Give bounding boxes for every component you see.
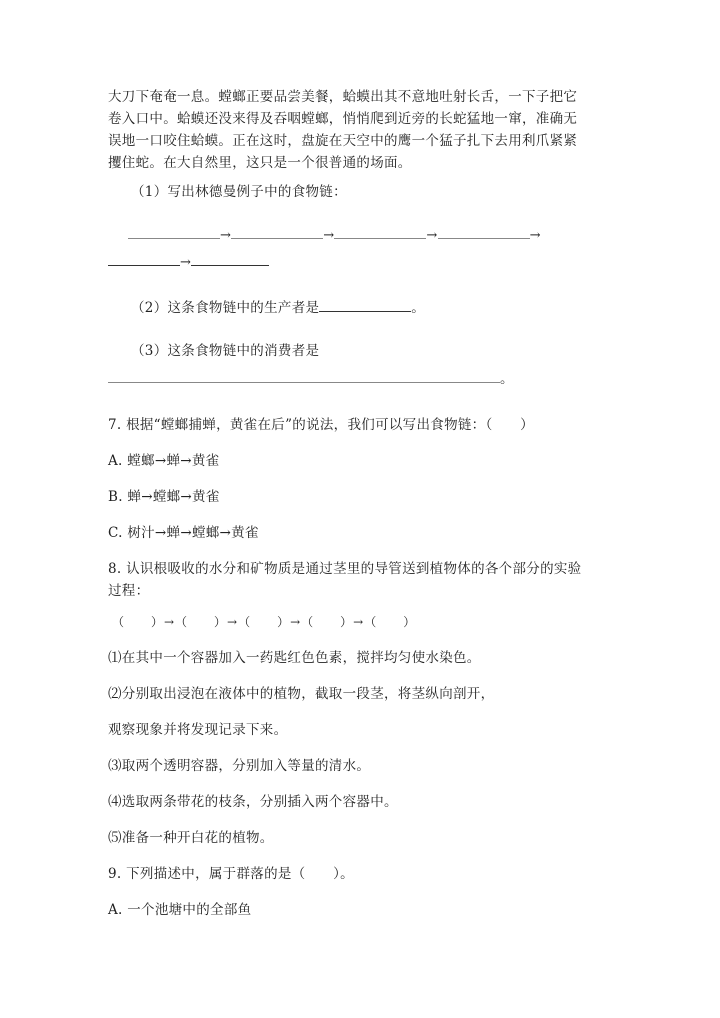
q6-sub2-label: （2）这条食物链中的生产者是 (131, 300, 320, 316)
q7-stem: 7. 根据“螳螂捕蝉，黄雀在后”的说法，我们可以写出食物链：（ ） (108, 417, 534, 433)
passage-line-1: 大刀下奄奄一息。螳螂正要品尝美餐，蛤蟆出其不意地吐射长舌，一下子把它 (108, 89, 578, 105)
q9-stem: 9. 下列描述中，属于群落的是（ ）。 (108, 866, 354, 882)
q6-sub3-end: 。 (500, 371, 514, 387)
food-chain-blank-4[interactable] (438, 226, 530, 239)
q6-sub1-label: （1）写出林德曼例子中的食物链： (131, 184, 347, 200)
passage-line-2: 卷入口中。蛤蟆还没来得及吞咽螳螂，悄悄爬到近旁的长蛇猛地一窜，准确无 (108, 111, 578, 127)
food-chain-blank-5[interactable] (108, 253, 180, 266)
q8-sequence-blanks[interactable]: （ ）→（ ）→（ ）→（ ）→（ ） (112, 615, 417, 629)
q8-step-2-cont: 观察现象并将发现记录下来。 (108, 722, 288, 738)
q8-stem-line-2: 过程： (108, 583, 150, 599)
food-chain-blank-6[interactable] (191, 253, 269, 266)
q8-stem-line-1: 8. 认识根吸收的水分和矿物质是通过茎里的导管送到植物体的各个部分的实验 (108, 561, 582, 577)
food-chain-blank-1[interactable] (128, 226, 220, 239)
q8-step-2: ⑵分别取出浸泡在液体中的植物，截取一段茎，将茎纵向剖开， (108, 686, 495, 702)
q8-step-1: ⑴在其中一个容器加入一药匙红色色素，搅拌均匀使水染色。 (108, 650, 481, 666)
q7-option-c[interactable]: C. 树汁→蝉→螳螂→黄雀 (108, 525, 259, 541)
food-chain-row-2 (108, 253, 269, 272)
q9-option-a[interactable]: A. 一个池塘中的全部鱼 (108, 902, 252, 918)
q8-step-4: ⑷选取两条带花的枝条，分别插入两个容器中。 (108, 794, 398, 810)
q8-step-5: ⑸准备一种开白花的植物。 (108, 830, 274, 846)
producer-blank[interactable] (319, 299, 411, 312)
passage-line-3: 误地一口咬住蛤蟆。正在这时，盘旋在天空中的鹰一个猛子扎下去用利爪紧紧 (108, 133, 578, 149)
q6-sub3-answer-row (108, 370, 514, 388)
passage-line-4: 攫住蛇。在大自然里，这只是一个很普通的场面。 (108, 155, 412, 171)
q7-option-a[interactable]: A. 螳螂→蝉→黄雀 (108, 453, 220, 469)
food-chain-arrow: → (180, 255, 192, 270)
q6-sub3-label: （3）这条食物链中的消费者是 (131, 343, 320, 359)
consumer-blank[interactable] (108, 370, 500, 383)
q6-sub2-end: 。 (411, 300, 426, 316)
food-chain-row-1 (128, 226, 541, 245)
food-chain-arrow: → (220, 228, 232, 243)
q8-step-3: ⑶取两个透明容器，分别加入等量的清水。 (108, 758, 371, 774)
food-chain-blank-2[interactable] (231, 226, 323, 239)
q7-option-b[interactable]: B. 蝉→螳螂→黄雀 (108, 489, 220, 505)
food-chain-arrow: → (323, 228, 335, 243)
food-chain-blank-3[interactable] (334, 226, 426, 239)
q6-sub2 (131, 299, 425, 317)
food-chain-arrow: → (426, 228, 438, 243)
food-chain-arrow: → (529, 228, 541, 243)
